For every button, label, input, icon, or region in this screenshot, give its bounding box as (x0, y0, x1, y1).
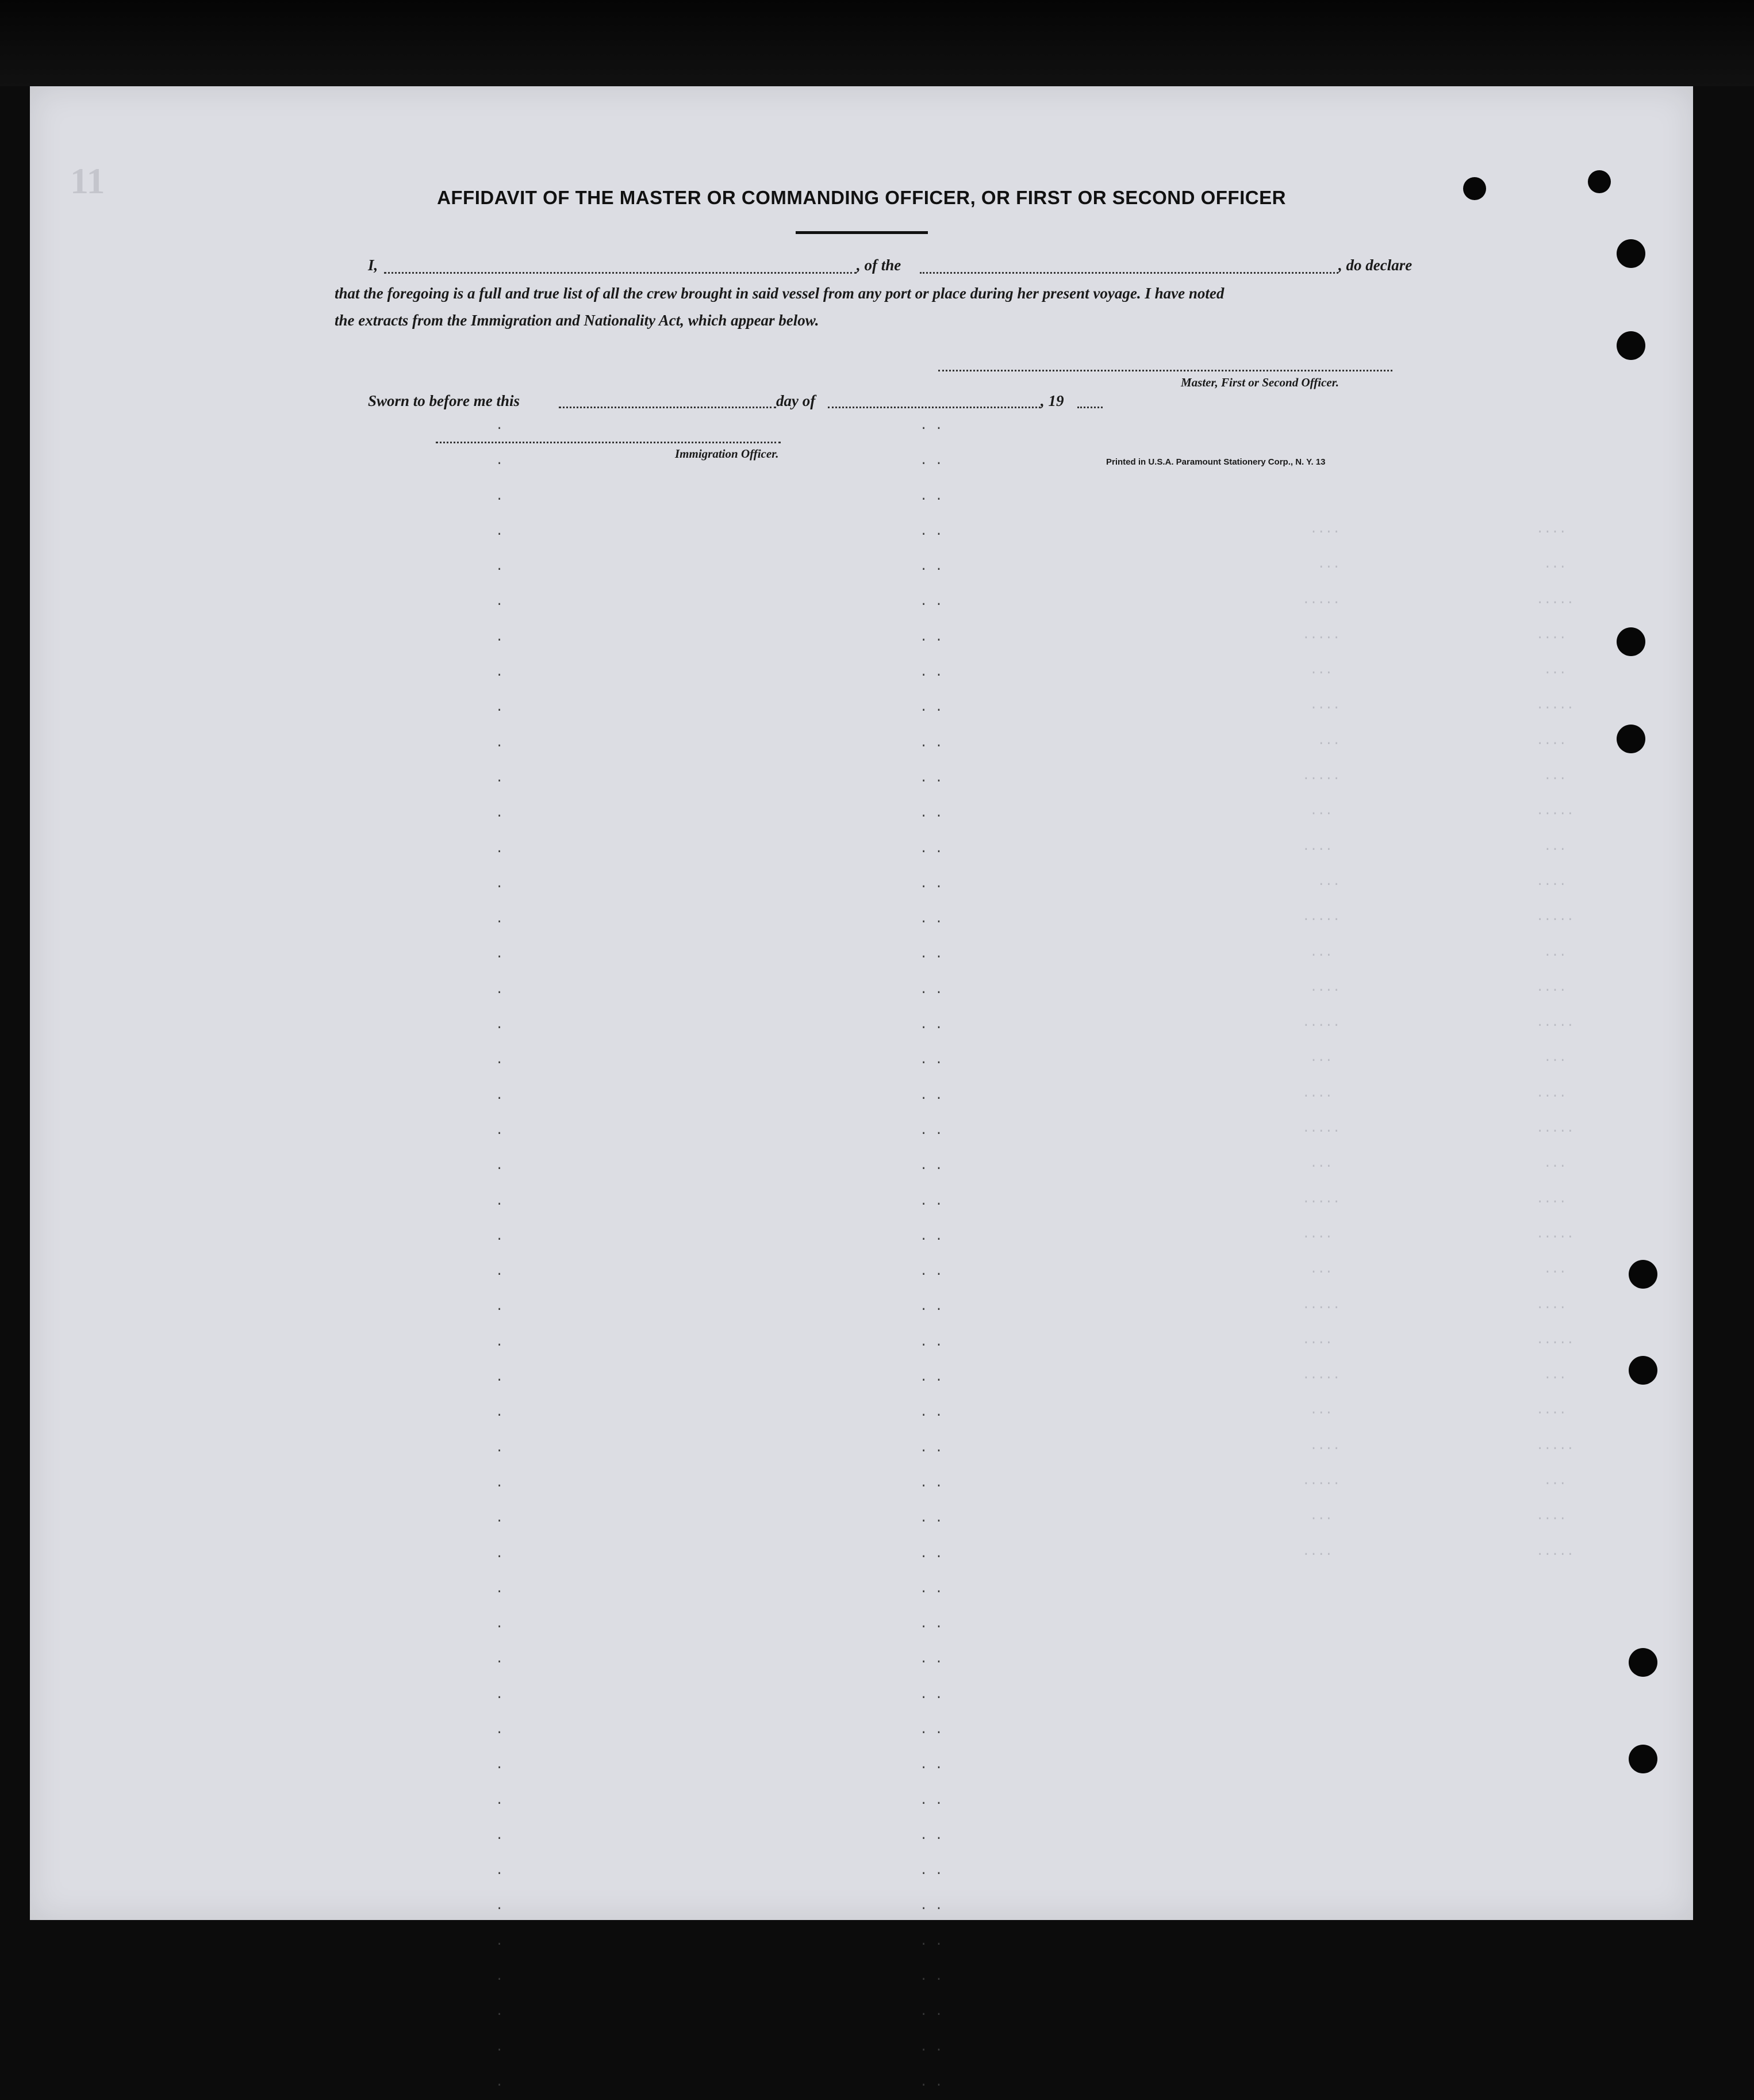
declaration-line-2: that the foregoing is a full and true list of all the crew brought in said vessel from any port or place during her present voyage. I have noted (335, 285, 1225, 302)
punch-hole (1629, 1260, 1657, 1289)
scan-border (0, 0, 1754, 86)
sworn-day-of: day of (776, 392, 816, 409)
printer-imprint: Printed in U.S.A. Paramount Stationery Corp., N. Y. 13 (1106, 457, 1326, 467)
master-signature-line[interactable] (938, 370, 1392, 371)
bleed-through-mark: 11 (70, 160, 105, 201)
declaration-of-the: , of the (857, 256, 901, 274)
punch-hole (1617, 239, 1645, 268)
sworn-day-line[interactable] (559, 407, 776, 408)
immigration-officer-signature-line[interactable] (436, 442, 781, 443)
punch-hole (1629, 1356, 1657, 1385)
sworn-year-line[interactable] (1077, 407, 1103, 408)
punch-hole (1463, 177, 1486, 200)
declaration-line-3: the extracts from the Immigration and Nationality Act, which appear below. (335, 312, 819, 329)
document-page (30, 86, 1693, 2090)
master-signature-caption: Master, First or Second Officer. (1181, 375, 1339, 389)
punch-hole (1617, 725, 1645, 753)
punch-hole (1617, 627, 1645, 656)
bleed-through-column-2: .... ... ..... .... ... ..... .... ... ..... ... .... ..... ... .... ..... ... .... ..... ... .... ..... ... .... ..... ... .... ..... ... .... ..... (1536, 522, 1575, 1559)
vessel-name-line[interactable] (920, 272, 1338, 274)
sworn-year-prefix: , 19 (1041, 392, 1064, 409)
punch-hole (1588, 170, 1611, 193)
bleed-through-column: .... ... ..... ..... ... .... ... ..... ... .... ... ..... ... .... ..... ... .... ..... ... ..... .... ... ..... .... ..... ... .... ..... ... .... (1302, 522, 1341, 1559)
declaration-do-declare: , do declare (1338, 256, 1413, 274)
immigration-officer-caption: Immigration Officer. (675, 447, 779, 461)
title-underline (796, 231, 928, 234)
declaration-i: I, (368, 256, 378, 274)
punch-hole (1629, 1648, 1657, 1677)
declarant-name-line[interactable] (384, 272, 857, 274)
residual-dot-column-left: . . . . . . . . . . . . . . . . . . . . . . . . . . . . . . . . . . . . . . . . . . . . . . . . (496, 419, 504, 2090)
affidavit-title: AFFIDAVIT OF THE MASTER OR COMMANDING OFFICER, OR FIRST OR SECOND OFFICER (437, 187, 1286, 208)
punch-hole (1629, 1745, 1657, 1773)
residual-dot-column-right: . . . . . . . . . . . . . . . . . . . . . . . . . . . . . . . . . . . . . . . . . . . . . . . . . . . . . . . . . . . . . . . . . . . . . . . . . . . . . . . . . . . . . . . . . . . . . . . . (920, 419, 943, 2090)
sworn-prefix: Sworn to before me this (368, 392, 520, 409)
punch-hole (1617, 331, 1645, 360)
